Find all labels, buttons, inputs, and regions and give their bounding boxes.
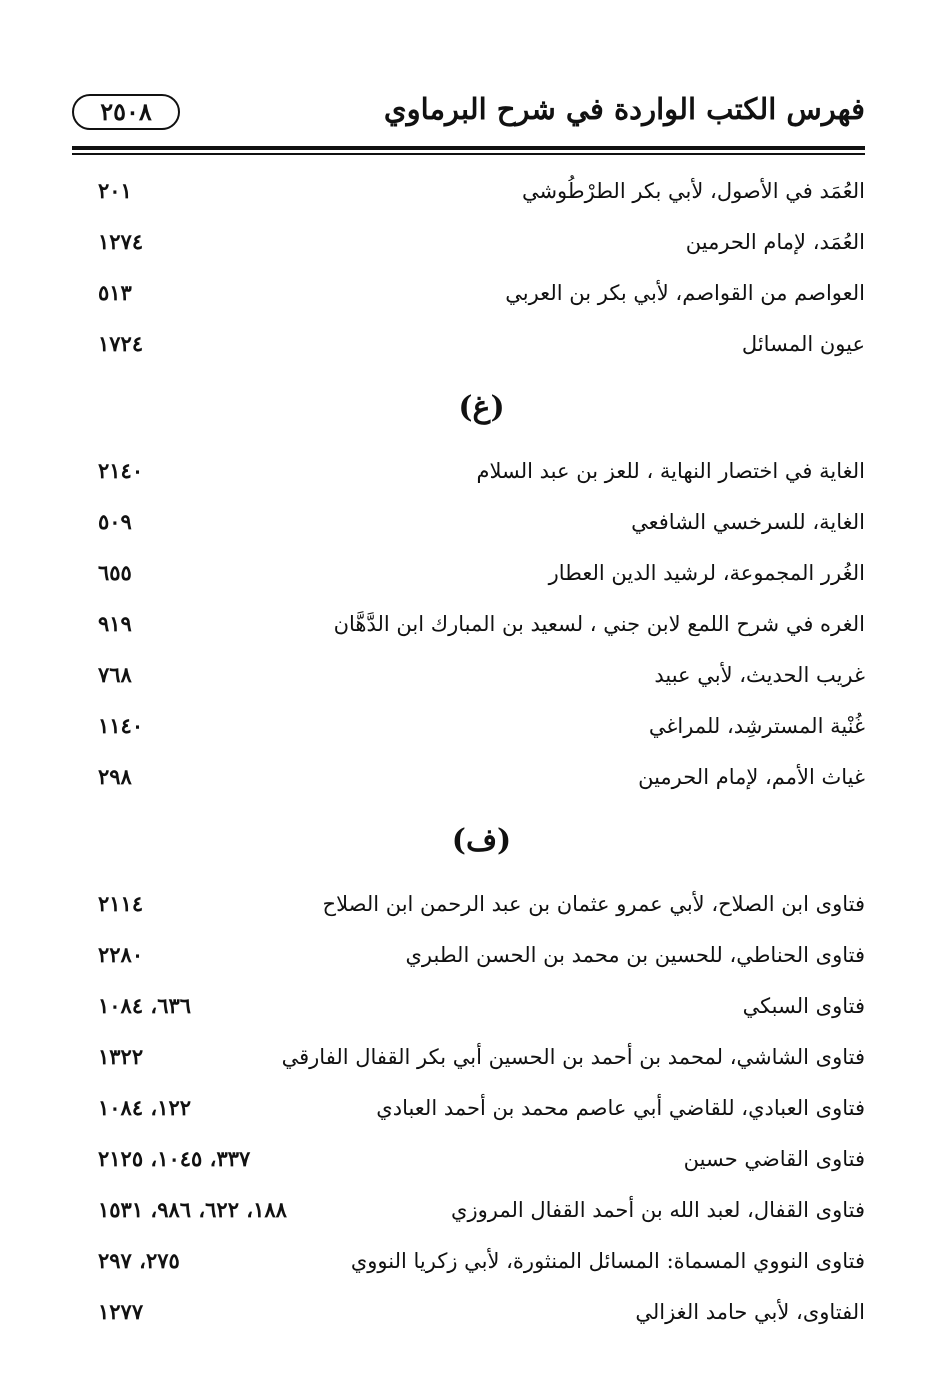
entry-title: فتاوى القفال، لعبد الله بن أحمد القفال المروزي <box>451 1197 865 1222</box>
index-entries <box>98 165 865 1337</box>
page-number-badge: ٢٥٠٨ <box>72 94 180 130</box>
entry-title: غياث الأمم، لإمام الحرمين <box>638 764 865 789</box>
entry-pages: ١٢٢، ١٠٨٤ <box>98 1095 192 1120</box>
entry-pages: ٦٥٥ <box>98 560 132 585</box>
entry-title: غُنْية المسترشِد، للمراغي <box>648 713 865 738</box>
section-heading-ghain <box>98 369 865 445</box>
entry-pages: ٣٣٧، ١٠٤٥، ٢١٢٥ <box>98 1146 251 1171</box>
leader-dots <box>170 562 541 584</box>
index-entry <box>98 1235 865 1286</box>
leader-dots <box>170 613 326 635</box>
entry-pages: ٦٣٦، ١٠٨٤ <box>98 993 192 1018</box>
header-rule-thin <box>72 153 865 155</box>
entry-title: فتاوى النووي المسماة: المسائل المنثورة، لأبي زكريا النووي <box>350 1248 865 1273</box>
index-entry <box>98 598 865 649</box>
leader-dots <box>199 1097 368 1119</box>
index-entry <box>98 751 865 802</box>
index-entry <box>98 1184 865 1235</box>
leader-dots <box>170 944 397 966</box>
index-entry <box>98 878 865 929</box>
entry-pages: ١٧٢٤ <box>98 331 144 356</box>
section-heading-fa <box>98 802 865 878</box>
leader-dots <box>170 460 468 482</box>
entry-title: فتاوى القاضي حسين <box>683 1146 865 1171</box>
leader-dots <box>170 511 623 533</box>
entry-pages: ٢٠١ <box>98 178 132 203</box>
leader-dots <box>170 1301 627 1323</box>
entry-title: فتاوى الشاشي، لمحمد بن أحمد بن الحسين أبي بكر القفال الفارقي <box>281 1044 865 1069</box>
leader-dots <box>170 282 497 304</box>
entry-title: الغاية في اختصار النهاية ، للعز بن عبد السلام <box>476 458 865 483</box>
entry-title: فتاوى السبكي <box>742 993 865 1018</box>
entry-title: الغاية، للسرخسي الشافعي <box>631 509 865 534</box>
entry-pages: ٢٧٥، ٢٩٧ <box>98 1248 180 1273</box>
index-entry <box>98 318 865 369</box>
entry-title: فتاوى العبادي، للقاضي أبي عاصم محمد بن أحمد العبادي <box>376 1095 865 1120</box>
index-entry <box>98 929 865 980</box>
entry-pages: ٢١٤٠ <box>98 458 144 483</box>
page-header <box>72 90 865 142</box>
leader-dots <box>170 1046 274 1068</box>
entry-pages: ١٢٧٤ <box>98 229 144 254</box>
leader-dots <box>170 715 641 737</box>
leader-dots <box>295 1199 443 1221</box>
entry-title: عيون المسائل <box>741 331 865 356</box>
entry-title: العُمَد في الأصول، لأبي بكر الطرْطُوشي <box>521 178 865 203</box>
index-entry <box>98 1082 865 1133</box>
leader-dots <box>170 766 630 788</box>
index-entry <box>98 649 865 700</box>
index-entry <box>98 216 865 267</box>
header-rule-thick <box>72 146 865 150</box>
entry-pages: ١٨٨، ٦٢٢، ٩٨٦، ١٥٣١ <box>98 1197 287 1222</box>
index-entry <box>98 700 865 751</box>
section-letter: (ف) <box>451 822 512 858</box>
entry-title: العُمَد، لإمام الحرمين <box>685 229 865 254</box>
index-entry <box>98 980 865 1031</box>
index-entry <box>98 547 865 598</box>
entry-pages: ٢٩٨ <box>98 764 132 789</box>
index-entry <box>98 267 865 318</box>
entry-title: الغره في شرح اللمع لابن جني ، لسعيد بن المبارك ابن الدَّهَّان <box>333 611 865 636</box>
entry-title: فتاوى ابن الصلاح، لأبي عمرو عثمان بن عبد الرحمن ابن الصلاح <box>322 891 865 916</box>
entry-pages: ٥٠٩ <box>98 509 132 534</box>
index-entry <box>98 496 865 547</box>
entry-title: فتاوى الحناطي، للحسين بن محمد بن الحسن الطبري <box>405 942 865 967</box>
index-entry <box>98 1286 865 1337</box>
leader-dots <box>188 1250 343 1272</box>
entry-title: غريب الحديث، لأبي عبيد <box>654 662 865 687</box>
leader-dots <box>258 1148 675 1170</box>
entry-pages: ١٢٧٧ <box>98 1299 144 1324</box>
entry-title: العواصم من القواصم، لأبي بكر بن العربي <box>505 280 865 305</box>
entry-title: الغُرر المجموعة، لرشيد الدين العطار <box>548 560 865 585</box>
leader-dots <box>170 333 734 355</box>
leader-dots <box>170 893 315 915</box>
leader-dots <box>170 180 514 202</box>
entry-pages: ٢٢٨٠ <box>98 942 144 967</box>
entry-pages: ٩١٩ <box>98 611 132 636</box>
index-entry <box>98 445 865 496</box>
leader-dots <box>170 664 646 686</box>
entry-pages: ٥١٣ <box>98 280 132 305</box>
running-title: فهرس الكتب الواردة في شرح البرماوي <box>383 92 865 126</box>
index-entry <box>98 1133 865 1184</box>
section-letter: (غ) <box>458 389 505 425</box>
entry-pages: ٢١١٤ <box>98 891 144 916</box>
leader-dots <box>199 995 735 1017</box>
entry-pages: ٧٦٨ <box>98 662 132 687</box>
entry-pages: ١٣٢٢ <box>98 1044 144 1069</box>
index-entry <box>98 1031 865 1082</box>
leader-dots <box>170 231 678 253</box>
entry-pages: ١١٤٠ <box>98 713 144 738</box>
entry-title: الفتاوى، لأبي حامد الغزالي <box>635 1299 865 1324</box>
index-entry <box>98 165 865 216</box>
